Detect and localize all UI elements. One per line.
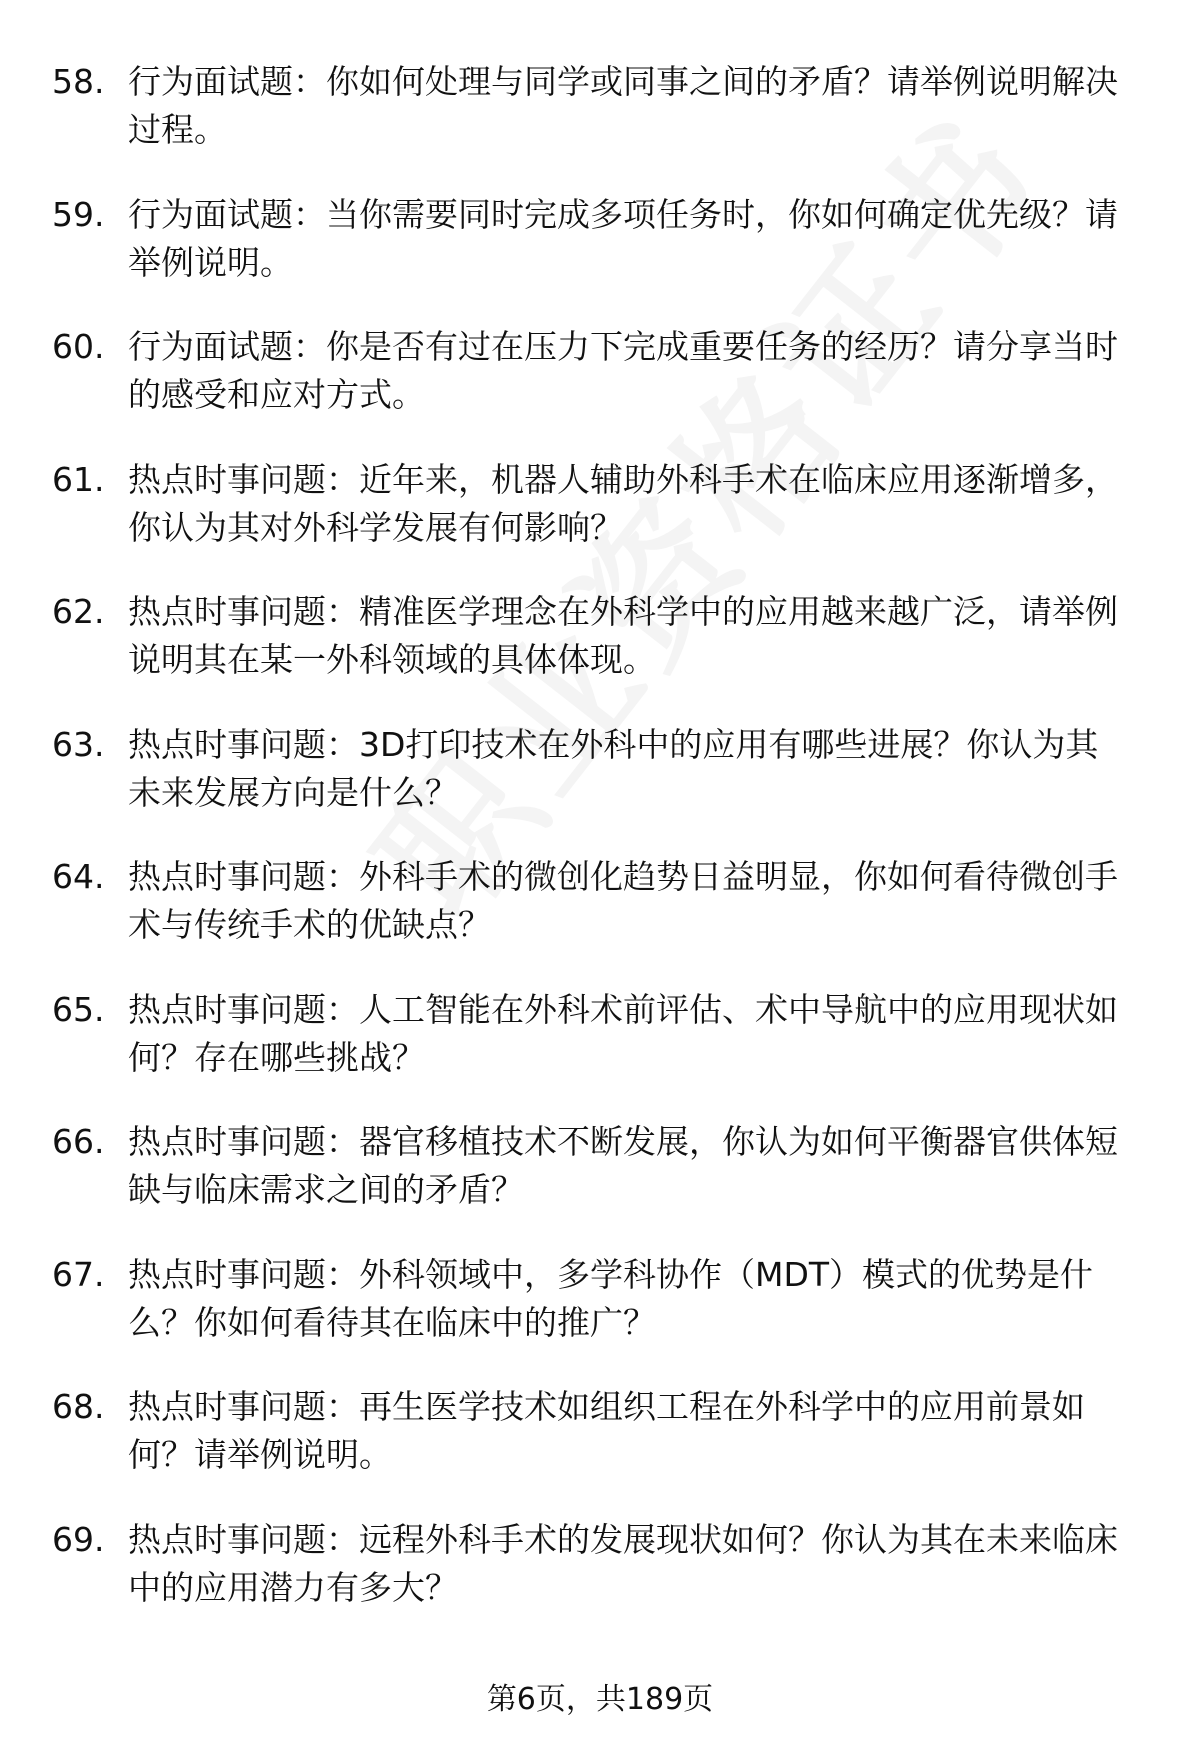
list-item — [52, 323, 1152, 456]
list-item — [52, 853, 1152, 986]
list-item — [52, 58, 1152, 191]
question-text: 热点时事问题：远程外科手术的发展现状如何？你认为其在未来临床中的应用潜力有多大？ — [128, 1519, 1118, 1607]
list-item — [52, 1251, 1152, 1384]
question-text: 热点时事问题：近年来，机器人辅助外科手术在临床应用逐渐增多，你认为其对外科学发展有何影响？ — [128, 459, 1118, 547]
question-text: 热点时事问题：器官移植技术不断发展，你认为如何平衡器官供体短缺与临床需求之间的矛盾？ — [128, 1122, 1118, 1209]
question-number: 58. — [52, 62, 105, 101]
list-item — [52, 1383, 1152, 1516]
question-number: 69. — [52, 1519, 105, 1559]
question-text: 热点时事问题：3D打印技术在外科中的应用有哪些进展？你认为其未来发展方向是什么？ — [128, 724, 1099, 812]
list-item — [52, 1118, 1152, 1251]
question-text: 行为面试题：你如何处理与同学或同事之间的矛盾？请举例说明解决过程。 — [128, 62, 1118, 149]
question-number: 59. — [52, 194, 105, 234]
question-number: 68. — [52, 1387, 105, 1426]
question-text: 热点时事问题：再生医学技术如组织工程在外科学中的应用前景如何？请举例说明。 — [128, 1387, 1085, 1474]
question-text: 热点时事问题：精准医学理念在外科学中的应用越来越广泛，请举例说明其在某一外科领域的具体体现。 — [128, 592, 1118, 679]
list-item — [52, 456, 1152, 589]
list-item — [52, 721, 1152, 854]
list-item — [52, 1516, 1152, 1649]
question-text: 热点时事问题：人工智能在外科术前评估、术中导航中的应用现状如何？存在哪些挑战？ — [128, 989, 1118, 1077]
question-number: 67. — [52, 1254, 105, 1294]
question-list — [52, 58, 1152, 1648]
question-number: 64. — [52, 857, 105, 896]
list-item — [52, 588, 1152, 721]
question-text: 行为面试题：你是否有过在压力下完成重要任务的经历？请分享当时的感受和应对方式。 — [128, 327, 1118, 414]
question-number: 66. — [52, 1122, 105, 1161]
question-text: 热点时事问题：外科领域中，多学科协作（MDT）模式的优势是什么？你如何看待其在临床中的推广？ — [128, 1254, 1094, 1342]
page-number-label: 第6页，共189页 — [486, 1682, 714, 1717]
list-item — [52, 986, 1152, 1119]
question-number: 61. — [52, 459, 105, 499]
question-number: 60. — [52, 327, 105, 366]
page-footer — [0, 1680, 1200, 1720]
list-item — [52, 191, 1152, 324]
question-number: 65. — [52, 989, 105, 1029]
question-text: 热点时事问题：外科手术的微创化趋势日益明显，你如何看待微创手术与传统手术的优缺点？ — [128, 857, 1118, 944]
question-number: 62. — [52, 592, 105, 631]
question-number: 63. — [52, 724, 105, 764]
question-text: 行为面试题：当你需要同时完成多项任务时，你如何确定优先级？请举例说明。 — [128, 194, 1118, 282]
